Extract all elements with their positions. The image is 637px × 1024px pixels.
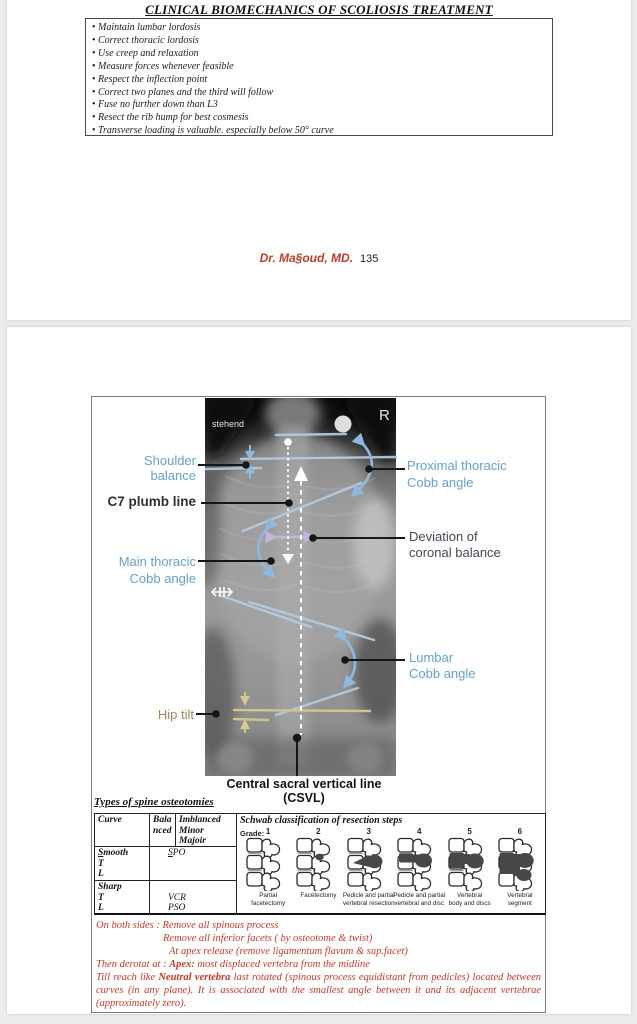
schwab-classification (237, 814, 545, 913)
vertebra-diagram-grade-3 (347, 837, 391, 891)
osteotomy-table (94, 813, 546, 915)
surgical-notes (94, 917, 544, 1010)
schwab-grade-3: 3 Pedicle and partial vertebral resection (342, 827, 395, 907)
bullet-item: • Transverse loading is valuable. especially below 50° curve (92, 125, 546, 138)
bullet-item: • Measure forces whenever feasible (92, 61, 546, 74)
note-line-4: Then derotat at : Apex: most displaced vertebra from the midline (96, 959, 370, 970)
bullet-item: • Correct two planes and the third will follow (92, 87, 546, 100)
col-header-imbalanced: Imblanced Minor Majoir (176, 814, 237, 847)
note-paragraph: Till reach like Neutral vertebra last rotated (spinous process equidistant from pedicles) located between curves (in any plane). It is associated with the smallest angle between it and its adjacent vertebrae (approximately zero). (96, 972, 541, 1009)
schwab-grade-1: 1 Partial facetectomy (243, 827, 293, 907)
page-2 (7, 327, 631, 1014)
label-shoulder-balance: Shoulder balance (143, 453, 196, 483)
osteotomy-heading: Types of spine osteotomies (94, 796, 214, 808)
vertebra-diagram-grade-1 (246, 837, 290, 891)
row-sharp-value: VCR PSO (150, 881, 237, 915)
page-title: CLINICAL BIOMECHANICS OF SCOLIOSIS TREATMENT (145, 2, 493, 17)
label-main-thoracic: Main thoracic Cobb angle (118, 554, 196, 586)
vertebra-diagram-grade-2 (296, 837, 340, 891)
osteotomy-table-left (95, 814, 237, 913)
row-smooth-curve: Smooth T L (95, 847, 150, 881)
figure-table-box (91, 396, 546, 1013)
vertebra-diagram-grade-5 (448, 837, 492, 891)
label-c7-plumb-line: C7 plumb line (107, 494, 196, 509)
schwab-grade-4: 4 Pedicle and partial vertebral and disc (393, 827, 446, 907)
note-line-3: At apex release (remove ligamentum flavum & sup.facet) (169, 946, 408, 957)
bullet-item: • Use creep and relaxation (92, 48, 546, 61)
xray-stehend-text: stehend (212, 419, 245, 429)
bullet-list (92, 22, 546, 138)
figure-caption: Central sacral vertical line (CSVL) (226, 777, 382, 805)
bullet-item: • Correct thoracic lordosis (92, 35, 546, 48)
schwab-grade-columns (243, 827, 545, 907)
note-line-1: On both sides : Remove all spinous process (96, 920, 279, 931)
author-line (7, 249, 631, 267)
schwab-grade-6: 6 Vertebral segment (495, 827, 545, 907)
vertebra-diagram-grade-4 (397, 837, 441, 891)
row-sharp-curve: Sharp T L (95, 881, 150, 915)
schwab-title: Schwab classification of resection steps (240, 815, 403, 826)
bullet-box (85, 18, 553, 136)
note-line-2: Remove all inferior facets ( by osteotome & twist) (163, 933, 373, 944)
label-proximal-thoracic: Proximal thoracic Cobb angle (407, 458, 507, 490)
schwab-grade-5: 5 Vertebral body and discs (448, 827, 491, 907)
bullet-item: • Resect the rib hump for best cosmesis (92, 112, 546, 125)
author-name: Dr. Ma§oud, MD. (259, 251, 353, 265)
label-lumbar-cobb: Lumbar Cobb angle (409, 650, 476, 681)
page-number: 135 (359, 253, 379, 265)
label-coronal-deviation: Deviation of coronal balance (409, 529, 501, 560)
bullet-item: • Fuse no further down than L3 (92, 99, 546, 112)
label-hip-tilt: Hip tilt (157, 707, 194, 722)
bullet-item: • Respect the inflection point (92, 74, 546, 87)
electrode-marker (335, 416, 352, 433)
schwab-grade-2: 2 Facetectomy (293, 827, 343, 907)
vertebra-diagram-grade-6 (498, 837, 542, 891)
xray-side-marker: R (379, 407, 390, 424)
page-1 (7, 0, 631, 320)
bullet-item: • Maintain lumbar lordosis (92, 22, 546, 35)
col-header-balanced: Bala nced (150, 814, 176, 847)
grade-label: Grade: (240, 829, 265, 838)
col-header-curve: Curve (95, 814, 150, 847)
row-smooth-value: SPO (150, 847, 237, 881)
xray-image (191, 397, 406, 776)
